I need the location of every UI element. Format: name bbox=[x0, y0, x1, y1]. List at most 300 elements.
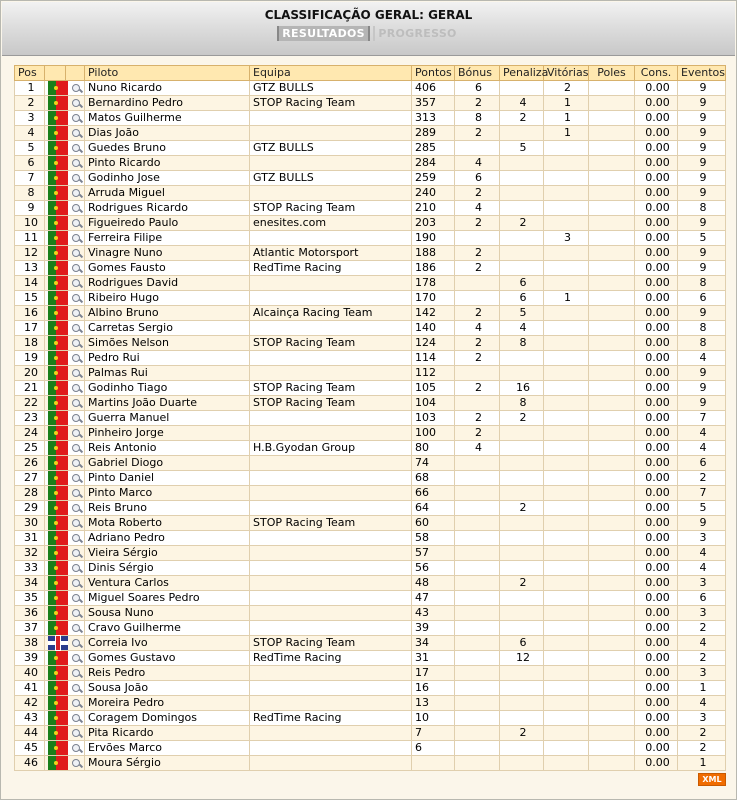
cell-details[interactable] bbox=[66, 711, 85, 726]
pt-flag-icon bbox=[48, 516, 68, 530]
cell-piloto: Reis Pedro bbox=[85, 666, 250, 681]
cell-details[interactable] bbox=[66, 426, 85, 441]
table-row[interactable] bbox=[15, 186, 726, 201]
cell-vitorias: 1 bbox=[544, 291, 589, 306]
cell-penaliza bbox=[500, 486, 544, 501]
table-row[interactable] bbox=[15, 291, 726, 306]
cell-bonus: 4 bbox=[455, 441, 500, 456]
cell-equipa: Atlantic Motorsport bbox=[250, 246, 412, 261]
cell-piloto: Moreira Pedro bbox=[85, 696, 250, 711]
magnifier-icon[interactable] bbox=[72, 759, 82, 769]
magnifier-icon[interactable] bbox=[72, 474, 82, 484]
cell-pos: 46 bbox=[15, 756, 45, 771]
cell-vitorias bbox=[544, 756, 589, 771]
magnifier-icon[interactable] bbox=[72, 564, 82, 574]
col-header-bonus[interactable]: Bónus bbox=[455, 66, 500, 81]
magnifier-icon[interactable] bbox=[72, 99, 82, 109]
magnifier-icon[interactable] bbox=[72, 324, 82, 334]
table-row[interactable] bbox=[15, 321, 726, 336]
cell-pos: 23 bbox=[15, 411, 45, 426]
cell-details[interactable] bbox=[66, 276, 85, 291]
cell-details[interactable] bbox=[66, 261, 85, 276]
cell-details[interactable] bbox=[66, 366, 85, 381]
magnifier-icon[interactable] bbox=[72, 144, 82, 154]
cell-pontos: 259 bbox=[412, 171, 455, 186]
pt-flag-icon bbox=[48, 126, 68, 140]
cell-pos: 9 bbox=[15, 201, 45, 216]
cell-bonus bbox=[455, 231, 500, 246]
cell-pos: 21 bbox=[15, 381, 45, 396]
magnifier-icon[interactable] bbox=[72, 594, 82, 604]
table-row[interactable] bbox=[15, 366, 726, 381]
table-row[interactable] bbox=[15, 96, 726, 111]
cell-bonus bbox=[455, 741, 500, 756]
cell-poles bbox=[589, 606, 635, 621]
table-row[interactable] bbox=[15, 411, 726, 426]
pt-flag-icon bbox=[48, 426, 68, 440]
cell-eventos: 9 bbox=[678, 516, 726, 531]
cell-poles bbox=[589, 156, 635, 171]
cell-details[interactable] bbox=[66, 516, 85, 531]
table-row[interactable] bbox=[15, 306, 726, 321]
cell-flag bbox=[45, 216, 66, 231]
table-row[interactable] bbox=[15, 396, 726, 411]
cell-cons: 0.00 bbox=[635, 171, 678, 186]
magnifier-icon[interactable] bbox=[72, 219, 82, 229]
cell-flag bbox=[45, 651, 66, 666]
cell-details[interactable] bbox=[66, 111, 85, 126]
cell-details[interactable] bbox=[66, 246, 85, 261]
cell-details[interactable] bbox=[66, 531, 85, 546]
table-row[interactable] bbox=[15, 456, 726, 471]
cell-pontos: 43 bbox=[412, 606, 455, 621]
table-row[interactable] bbox=[15, 666, 726, 681]
cell-poles bbox=[589, 336, 635, 351]
cell-details[interactable] bbox=[66, 141, 85, 156]
magnifier-icon[interactable] bbox=[72, 339, 82, 349]
cell-penaliza: 8 bbox=[500, 336, 544, 351]
magnifier-icon[interactable] bbox=[72, 279, 82, 289]
cell-details[interactable] bbox=[66, 351, 85, 366]
cell-details[interactable] bbox=[66, 291, 85, 306]
cell-bonus bbox=[455, 396, 500, 411]
table-row[interactable] bbox=[15, 546, 726, 561]
cell-vitorias bbox=[544, 276, 589, 291]
pt-flag-icon bbox=[48, 471, 68, 485]
cell-piloto: Adriano Pedro bbox=[85, 531, 250, 546]
cell-pontos: 105 bbox=[412, 381, 455, 396]
cell-details[interactable] bbox=[66, 186, 85, 201]
pt-flag-icon bbox=[48, 651, 68, 665]
cell-pontos: 100 bbox=[412, 426, 455, 441]
cell-eventos: 9 bbox=[678, 246, 726, 261]
col-header-penaliza[interactable]: Penaliza bbox=[500, 66, 544, 81]
magnifier-icon[interactable] bbox=[72, 84, 82, 94]
magnifier-icon[interactable] bbox=[72, 624, 82, 634]
cell-piloto: Figueiredo Paulo bbox=[85, 216, 250, 231]
cell-details[interactable] bbox=[66, 156, 85, 171]
cell-details[interactable] bbox=[66, 546, 85, 561]
cell-details[interactable] bbox=[66, 456, 85, 471]
cell-details[interactable] bbox=[66, 306, 85, 321]
cell-pos: 18 bbox=[15, 336, 45, 351]
magnifier-icon[interactable] bbox=[72, 549, 82, 559]
col-header-pontos[interactable]: Pontos bbox=[412, 66, 455, 81]
table-row[interactable] bbox=[15, 216, 726, 231]
cell-bonus: 2 bbox=[455, 411, 500, 426]
cell-vitorias bbox=[544, 696, 589, 711]
magnifier-icon[interactable] bbox=[72, 384, 82, 394]
cell-penaliza bbox=[500, 441, 544, 456]
cell-vitorias bbox=[544, 201, 589, 216]
cell-pos: 44 bbox=[15, 726, 45, 741]
cell-eventos: 9 bbox=[678, 81, 726, 96]
table-row[interactable] bbox=[15, 381, 726, 396]
cell-equipa bbox=[250, 321, 412, 336]
magnifier-icon[interactable] bbox=[72, 729, 82, 739]
pt-flag-icon bbox=[48, 666, 68, 680]
cell-cons: 0.00 bbox=[635, 516, 678, 531]
magnifier-icon[interactable] bbox=[72, 654, 82, 664]
magnifier-icon[interactable] bbox=[72, 744, 82, 754]
magnifier-icon[interactable] bbox=[72, 519, 82, 529]
table-row[interactable] bbox=[15, 531, 726, 546]
col-header-piloto[interactable]: Piloto bbox=[85, 66, 250, 81]
xml-export-button[interactable]: XML bbox=[698, 773, 726, 786]
col-header-equipa[interactable]: Equipa bbox=[250, 66, 412, 81]
cell-flag bbox=[45, 576, 66, 591]
cell-cons: 0.00 bbox=[635, 291, 678, 306]
table-row[interactable] bbox=[15, 126, 726, 141]
cell-details[interactable] bbox=[66, 441, 85, 456]
cell-penaliza bbox=[500, 201, 544, 216]
col-header-eventos[interactable]: Eventos bbox=[678, 66, 726, 81]
cell-details[interactable] bbox=[66, 561, 85, 576]
table-row[interactable] bbox=[15, 516, 726, 531]
table-row[interactable] bbox=[15, 711, 726, 726]
cell-equipa bbox=[250, 546, 412, 561]
cell-poles bbox=[589, 216, 635, 231]
cell-pos: 45 bbox=[15, 741, 45, 756]
pt-flag-icon bbox=[48, 321, 68, 335]
cell-pontos: 406 bbox=[412, 81, 455, 96]
cell-piloto: Vieira Sérgio bbox=[85, 546, 250, 561]
magnifier-icon[interactable] bbox=[72, 174, 82, 184]
cell-details[interactable] bbox=[66, 201, 85, 216]
cell-cons: 0.00 bbox=[635, 276, 678, 291]
cell-details[interactable] bbox=[66, 471, 85, 486]
cell-poles bbox=[589, 546, 635, 561]
cell-pontos: 7 bbox=[412, 726, 455, 741]
cell-poles bbox=[589, 366, 635, 381]
cell-cons: 0.00 bbox=[635, 126, 678, 141]
cell-equipa bbox=[250, 606, 412, 621]
cell-poles bbox=[589, 261, 635, 276]
table-row[interactable] bbox=[15, 426, 726, 441]
cell-eventos: 8 bbox=[678, 201, 726, 216]
cell-flag bbox=[45, 276, 66, 291]
table-row[interactable] bbox=[15, 111, 726, 126]
cell-details[interactable] bbox=[66, 696, 85, 711]
table-row[interactable] bbox=[15, 606, 726, 621]
magnifier-icon[interactable] bbox=[72, 609, 82, 619]
cell-poles bbox=[589, 471, 635, 486]
table-row[interactable] bbox=[15, 156, 726, 171]
cell-cons: 0.00 bbox=[635, 561, 678, 576]
cell-pos: 25 bbox=[15, 441, 45, 456]
tab-progresso[interactable]: PROGRESSO bbox=[373, 26, 459, 41]
magnifier-icon[interactable] bbox=[72, 534, 82, 544]
table-row[interactable] bbox=[15, 336, 726, 351]
magnifier-icon[interactable] bbox=[72, 189, 82, 199]
cell-cons: 0.00 bbox=[635, 441, 678, 456]
cell-vitorias bbox=[544, 411, 589, 426]
cell-piloto: Albino Bruno bbox=[85, 306, 250, 321]
col-header-flag bbox=[45, 66, 66, 81]
cell-poles bbox=[589, 411, 635, 426]
cell-equipa bbox=[250, 276, 412, 291]
magnifier-icon[interactable] bbox=[72, 129, 82, 139]
cell-cons: 0.00 bbox=[635, 111, 678, 126]
cell-cons: 0.00 bbox=[635, 186, 678, 201]
magnifier-icon[interactable] bbox=[72, 354, 82, 364]
cell-bonus bbox=[455, 366, 500, 381]
cell-pontos: 31 bbox=[412, 651, 455, 666]
table-row[interactable] bbox=[15, 561, 726, 576]
pt-flag-icon bbox=[48, 306, 68, 320]
magnifier-icon[interactable] bbox=[72, 369, 82, 379]
col-header-cons[interactable]: Cons. bbox=[635, 66, 678, 81]
magnifier-icon[interactable] bbox=[72, 204, 82, 214]
cell-vitorias bbox=[544, 336, 589, 351]
cell-pos: 6 bbox=[15, 156, 45, 171]
magnifier-icon[interactable] bbox=[72, 669, 82, 679]
table-row[interactable] bbox=[15, 756, 726, 771]
cell-details[interactable] bbox=[66, 576, 85, 591]
cell-details[interactable] bbox=[66, 336, 85, 351]
cell-vitorias: 1 bbox=[544, 111, 589, 126]
cell-vitorias bbox=[544, 726, 589, 741]
cell-vitorias bbox=[544, 531, 589, 546]
cell-bonus bbox=[455, 636, 500, 651]
cell-details[interactable] bbox=[66, 321, 85, 336]
table-row[interactable] bbox=[15, 276, 726, 291]
cell-poles bbox=[589, 456, 635, 471]
table-row[interactable] bbox=[15, 141, 726, 156]
cell-eventos: 4 bbox=[678, 561, 726, 576]
cell-piloto: Ventura Carlos bbox=[85, 576, 250, 591]
tab-resultados[interactable]: RESULTADOS bbox=[277, 26, 370, 41]
table-row[interactable] bbox=[15, 651, 726, 666]
cell-details[interactable] bbox=[66, 651, 85, 666]
cell-piloto: Guedes Bruno bbox=[85, 141, 250, 156]
cell-details[interactable] bbox=[66, 81, 85, 96]
magnifier-icon[interactable] bbox=[72, 294, 82, 304]
cell-details[interactable] bbox=[66, 666, 85, 681]
cell-details[interactable] bbox=[66, 486, 85, 501]
cell-piloto: Vinagre Nuno bbox=[85, 246, 250, 261]
cell-details[interactable] bbox=[66, 216, 85, 231]
cell-equipa: enesites.com bbox=[250, 216, 412, 231]
cell-piloto: Carretas Sergio bbox=[85, 321, 250, 336]
cell-poles bbox=[589, 711, 635, 726]
magnifier-icon[interactable] bbox=[72, 429, 82, 439]
cell-piloto: Dias João bbox=[85, 126, 250, 141]
pt-flag-icon bbox=[48, 81, 68, 95]
cell-flag bbox=[45, 471, 66, 486]
cell-details[interactable] bbox=[66, 636, 85, 651]
table-row[interactable] bbox=[15, 696, 726, 711]
table-row[interactable] bbox=[15, 741, 726, 756]
table-row[interactable] bbox=[15, 681, 726, 696]
cell-pontos: 170 bbox=[412, 291, 455, 306]
pt-flag-icon bbox=[48, 291, 68, 305]
cell-pontos: 16 bbox=[412, 681, 455, 696]
magnifier-icon[interactable] bbox=[72, 249, 82, 259]
cell-details[interactable] bbox=[66, 381, 85, 396]
cell-flag bbox=[45, 396, 66, 411]
cell-details[interactable] bbox=[66, 591, 85, 606]
table-row[interactable] bbox=[15, 621, 726, 636]
cell-eventos: 9 bbox=[678, 381, 726, 396]
cell-piloto: Godinho Tiago bbox=[85, 381, 250, 396]
cell-details[interactable] bbox=[66, 741, 85, 756]
table-row[interactable] bbox=[15, 441, 726, 456]
cell-pos: 10 bbox=[15, 216, 45, 231]
cell-details[interactable] bbox=[66, 96, 85, 111]
magnifier-icon[interactable] bbox=[72, 504, 82, 514]
pt-flag-icon bbox=[48, 261, 68, 275]
magnifier-icon[interactable] bbox=[72, 114, 82, 124]
cell-flag bbox=[45, 726, 66, 741]
cell-flag bbox=[45, 291, 66, 306]
magnifier-icon[interactable] bbox=[72, 444, 82, 454]
magnifier-icon[interactable] bbox=[72, 264, 82, 274]
table-row[interactable] bbox=[15, 576, 726, 591]
cell-penaliza bbox=[500, 741, 544, 756]
cell-details[interactable] bbox=[66, 411, 85, 426]
cell-pos: 11 bbox=[15, 231, 45, 246]
cell-pontos: 140 bbox=[412, 321, 455, 336]
cell-details[interactable] bbox=[66, 396, 85, 411]
table-row[interactable] bbox=[15, 636, 726, 651]
cell-vitorias bbox=[544, 621, 589, 636]
cell-pos: 16 bbox=[15, 306, 45, 321]
cell-cons: 0.00 bbox=[635, 306, 678, 321]
cell-poles bbox=[589, 651, 635, 666]
magnifier-icon[interactable] bbox=[72, 459, 82, 469]
cell-cons: 0.00 bbox=[635, 246, 678, 261]
cell-flag bbox=[45, 336, 66, 351]
table-row[interactable] bbox=[15, 501, 726, 516]
table-row[interactable] bbox=[15, 201, 726, 216]
magnifier-icon[interactable] bbox=[72, 699, 82, 709]
cell-flag bbox=[45, 261, 66, 276]
magnifier-icon[interactable] bbox=[72, 639, 82, 649]
cell-penaliza bbox=[500, 351, 544, 366]
pt-flag-icon bbox=[48, 246, 68, 260]
table-row[interactable] bbox=[15, 471, 726, 486]
cell-equipa bbox=[250, 426, 412, 441]
col-header-pos[interactable]: Pos bbox=[15, 66, 45, 81]
cell-details[interactable] bbox=[66, 501, 85, 516]
magnifier-icon[interactable] bbox=[72, 309, 82, 319]
table-row[interactable] bbox=[15, 351, 726, 366]
cell-pontos: 285 bbox=[412, 141, 455, 156]
cell-vitorias bbox=[544, 186, 589, 201]
cell-cons: 0.00 bbox=[635, 576, 678, 591]
magnifier-icon[interactable] bbox=[72, 684, 82, 694]
pt-flag-icon bbox=[48, 411, 68, 425]
cell-piloto: Correia Ivo bbox=[85, 636, 250, 651]
cell-details[interactable] bbox=[66, 681, 85, 696]
cell-flag bbox=[45, 246, 66, 261]
cell-bonus bbox=[455, 576, 500, 591]
col-header-poles[interactable]: Poles bbox=[589, 66, 635, 81]
magnifier-icon[interactable] bbox=[72, 399, 82, 409]
cell-flag bbox=[45, 306, 66, 321]
cell-bonus bbox=[455, 651, 500, 666]
cell-pontos: 66 bbox=[412, 486, 455, 501]
cell-details[interactable] bbox=[66, 231, 85, 246]
cell-poles bbox=[589, 381, 635, 396]
cell-penaliza bbox=[500, 246, 544, 261]
cell-details[interactable] bbox=[66, 621, 85, 636]
magnifier-icon[interactable] bbox=[72, 489, 82, 499]
table-row[interactable] bbox=[15, 591, 726, 606]
cell-eventos: 1 bbox=[678, 756, 726, 771]
cell-poles bbox=[589, 501, 635, 516]
cell-pontos: 210 bbox=[412, 201, 455, 216]
cell-piloto: Sousa Nuno bbox=[85, 606, 250, 621]
magnifier-icon[interactable] bbox=[72, 234, 82, 244]
table-row[interactable] bbox=[15, 171, 726, 186]
table-row[interactable] bbox=[15, 231, 726, 246]
col-header-vitorias[interactable]: Vitórias bbox=[544, 66, 589, 81]
cell-pontos: 68 bbox=[412, 471, 455, 486]
cell-pontos: 39 bbox=[412, 621, 455, 636]
cell-equipa bbox=[250, 666, 412, 681]
cell-details[interactable] bbox=[66, 171, 85, 186]
cell-pontos: 6 bbox=[412, 741, 455, 756]
cell-details[interactable] bbox=[66, 756, 85, 771]
cell-penaliza bbox=[500, 261, 544, 276]
cell-eventos: 2 bbox=[678, 621, 726, 636]
cell-vitorias bbox=[544, 381, 589, 396]
pt-flag-icon bbox=[48, 681, 68, 695]
cell-details[interactable] bbox=[66, 726, 85, 741]
cell-vitorias bbox=[544, 516, 589, 531]
table-row[interactable] bbox=[15, 486, 726, 501]
magnifier-icon[interactable] bbox=[72, 579, 82, 589]
cell-details[interactable] bbox=[66, 126, 85, 141]
cell-vitorias bbox=[544, 441, 589, 456]
cell-flag bbox=[45, 666, 66, 681]
cell-pos: 15 bbox=[15, 291, 45, 306]
table-row[interactable] bbox=[15, 261, 726, 276]
table-row[interactable] bbox=[15, 81, 726, 96]
cell-details[interactable] bbox=[66, 606, 85, 621]
magnifier-icon[interactable] bbox=[72, 414, 82, 424]
cell-cons: 0.00 bbox=[635, 96, 678, 111]
magnifier-icon[interactable] bbox=[72, 159, 82, 169]
table-row[interactable] bbox=[15, 726, 726, 741]
cell-pontos: 48 bbox=[412, 576, 455, 591]
magnifier-icon[interactable] bbox=[72, 714, 82, 724]
table-row[interactable] bbox=[15, 246, 726, 261]
cell-eventos: 8 bbox=[678, 336, 726, 351]
cell-bonus bbox=[455, 141, 500, 156]
